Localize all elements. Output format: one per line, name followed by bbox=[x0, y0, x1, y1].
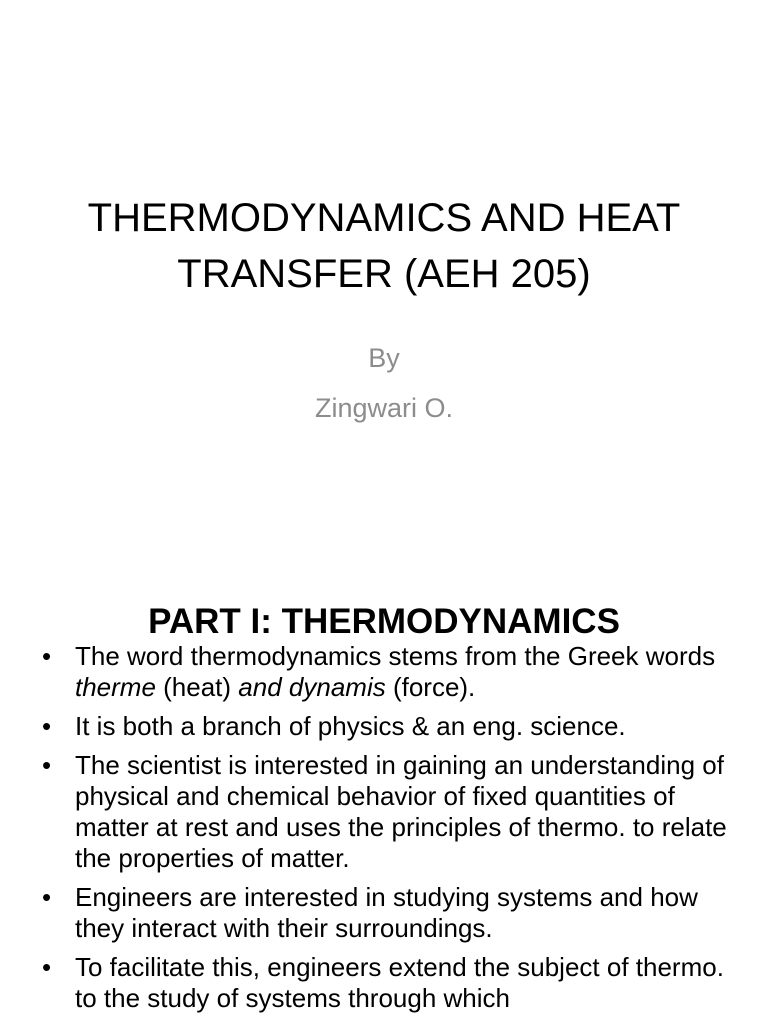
bullet-marker: • bbox=[42, 952, 52, 982]
bullet-text: The word thermodynamics stems from the Greek words bbox=[75, 641, 716, 671]
bullet-text-italic: therme bbox=[75, 672, 156, 702]
bullet-text: Engineers are interested in studying systems and how they interact with their surroundings. bbox=[75, 882, 698, 943]
bullet-text: It is both a branch of physics & an eng. science. bbox=[75, 711, 626, 741]
subtitle-author: Zingwari O. bbox=[314, 393, 454, 423]
bullet-text: (force). bbox=[385, 672, 476, 702]
slide-title bbox=[0, 190, 768, 302]
bullet-text-italic: and dynamis bbox=[238, 672, 386, 702]
section-title: PART I: THERMODYNAMICS bbox=[148, 602, 620, 641]
bullet-text: (heat) bbox=[155, 672, 239, 702]
slide-subtitle bbox=[0, 333, 768, 433]
bullet-marker: • bbox=[42, 882, 52, 912]
subtitle-by: By bbox=[368, 343, 400, 373]
bullet-item bbox=[42, 952, 732, 1014]
bullet-text: To facilitate this, engineers extend the subject of thermo. to the study of systems through which bbox=[75, 952, 724, 1013]
bullet-item bbox=[42, 750, 732, 874]
bullet-item bbox=[42, 641, 732, 703]
bullet-marker: • bbox=[42, 750, 52, 780]
slide-title-line-1: THERMODYNAMICS AND HEAT bbox=[87, 196, 681, 240]
bullet-text: The scientist is interested in gaining an understanding of physical and chemical behavior of fixed quantities of matter at rest and uses the principles of thermo. to relate the properties of matter. bbox=[75, 750, 727, 873]
bullet-marker: • bbox=[42, 641, 52, 671]
content-slide bbox=[0, 576, 768, 1024]
bullet-list bbox=[42, 641, 732, 1022]
bullet-item bbox=[42, 882, 732, 944]
bullet-marker: • bbox=[42, 711, 52, 741]
slide-title-line-2: TRANSFER (AEH 205) bbox=[177, 252, 591, 296]
bullet-item bbox=[42, 711, 732, 742]
